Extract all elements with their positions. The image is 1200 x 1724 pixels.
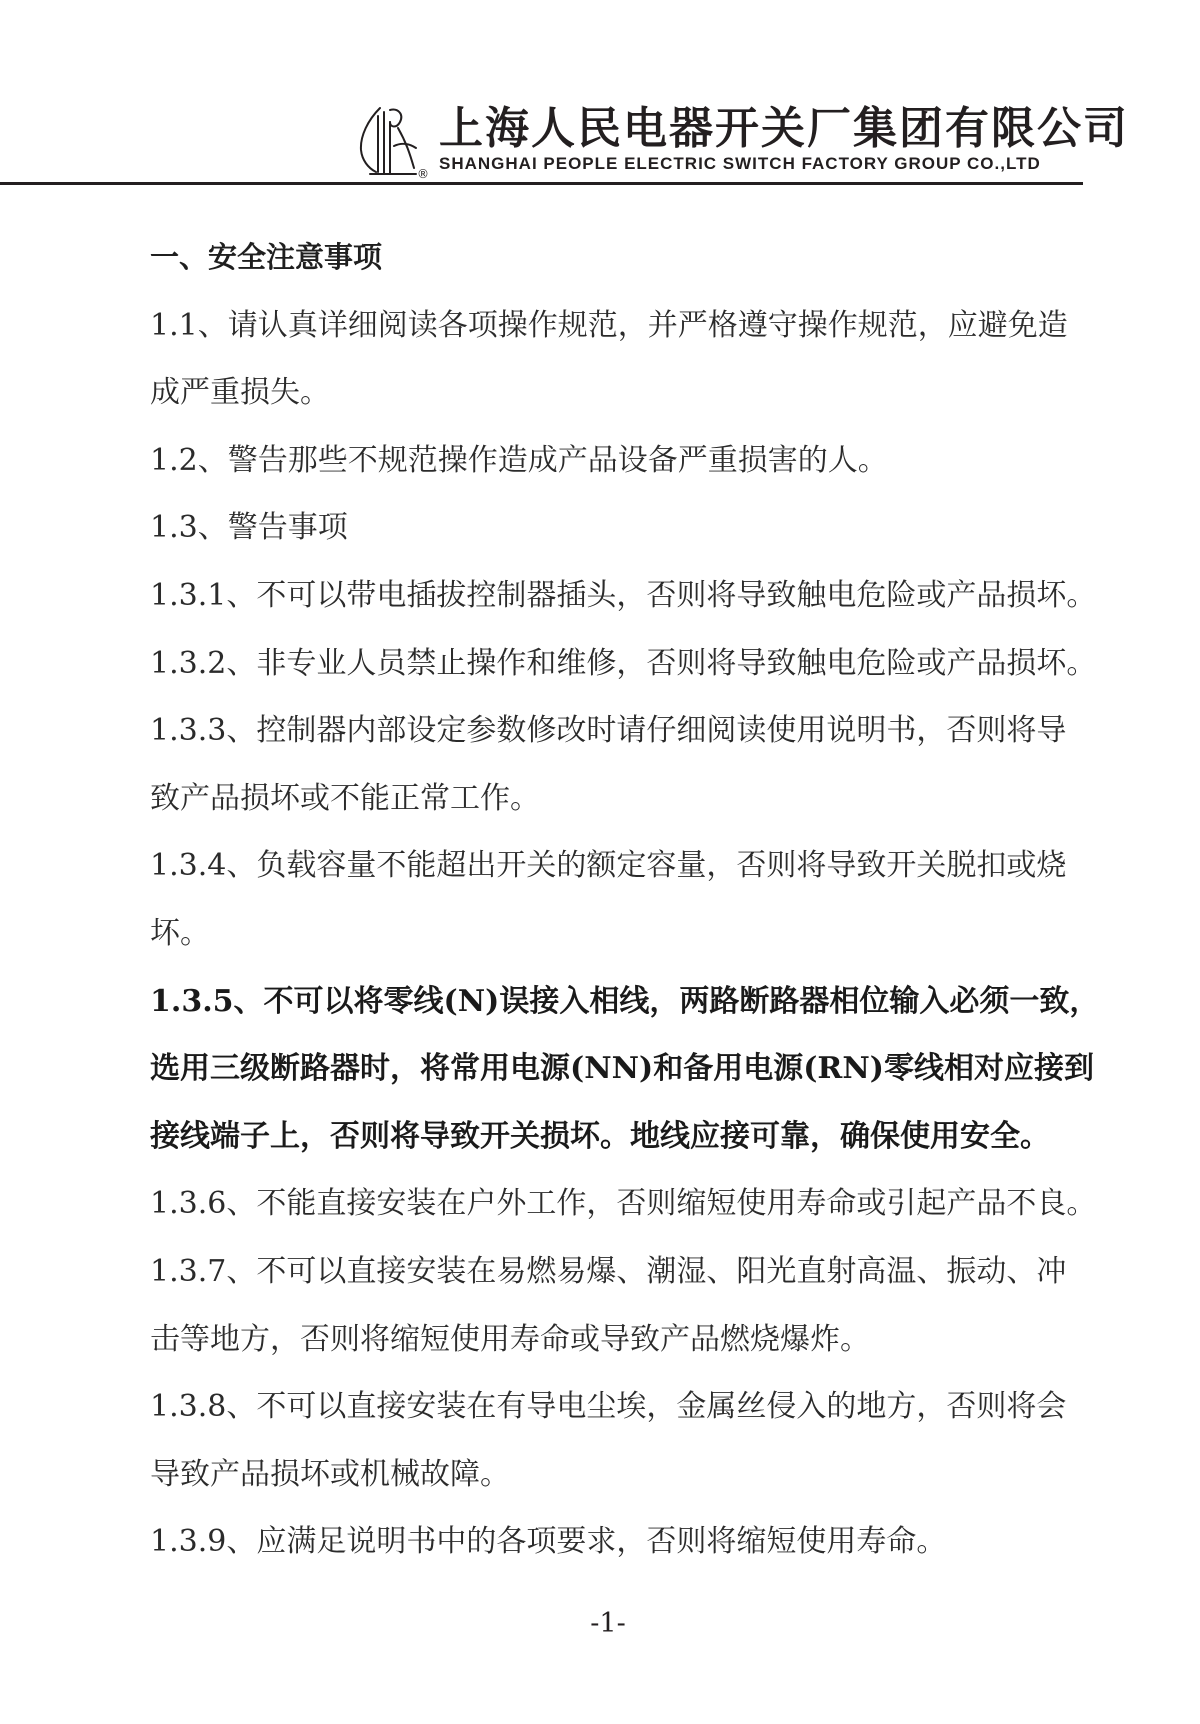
logo-stroke	[390, 110, 401, 127]
paragraph-line: 1.3.3、控制器内部设定参数修改时请仔细阅读使用说明书，否则将导	[150, 713, 1067, 749]
paragraph-line: 1.3.5、不可以将零线(N)误接入相线，两路断路器相位输入必须一致，	[150, 983, 1100, 1019]
paragraph-line: 致产品损坏或不能正常工作。	[150, 780, 540, 816]
paragraph-1-3-1	[150, 562, 1150, 630]
paragraph-line: 接线端子上，否则将导致开关损坏。地线应接可靠，确保使用安全。	[150, 1118, 1050, 1154]
paragraph-line: 1.3.6、不能直接安装在户外工作，否则缩短使用寿命或引起产品不良。	[150, 1186, 1097, 1222]
paragraph-line: 1.3.2、非专业人员禁止操作和维修，否则将导致触电危险或产品损坏。	[150, 645, 1097, 681]
registered-mark: ®	[417, 167, 429, 180]
paragraph-1-1	[150, 292, 1150, 427]
paragraph-line: 1.3、警告事项	[150, 510, 348, 546]
paragraph-1-3-5-emphasized	[150, 968, 1150, 1171]
paragraph-line: 1.3.8、不可以直接安装在有导电尘埃，金属丝侵入的地方，否则将会	[150, 1389, 1067, 1425]
paragraph-line: 坏。	[150, 915, 210, 951]
paragraph-line: 1.2、警告那些不规范操作造成产品设备严重损害的人。	[150, 442, 888, 478]
paragraph-line: 成严重损失。	[150, 375, 330, 411]
paragraph-line: 1.3.7、不可以直接安装在易燃易爆、潮湿、阳光直射高温、振动、冲	[150, 1253, 1067, 1289]
paragraph-1-3-3	[150, 697, 1150, 832]
logo-stroke	[398, 128, 414, 168]
paragraph-1-3-7	[150, 1238, 1150, 1373]
paragraph-1-3-6	[150, 1170, 1150, 1238]
paragraph-line: 1.3.1、不可以带电插拔控制器插头，否则将导致触电危险或产品损坏。	[150, 577, 1097, 613]
company-name-english: SHANGHAI PEOPLE ELECTRIC SWITCH FACTORY GROUP CO.,LTD	[439, 154, 1041, 173]
header-divider	[0, 182, 1083, 185]
paragraph-1-3-4	[150, 832, 1150, 967]
paragraph-1-3	[150, 494, 1150, 562]
section-heading: 一、安全注意事项	[150, 240, 383, 274]
company-name-chinese: 上海人民电器开关厂集团有限公司	[439, 103, 1129, 154]
paragraph-line: 1.3.9、应满足说明书中的各项要求，否则将缩短使用寿命。	[150, 1524, 947, 1560]
paragraph-line: 击等地方，否则将缩短使用寿命或导致产品燃烧爆炸。	[150, 1321, 870, 1357]
paragraph-1-2	[150, 427, 1150, 495]
paragraph-line: 1.3.4、负载容量不能超出开关的额定容量，否则将导致开关脱扣或烧	[150, 848, 1067, 884]
paragraph-line: 导致产品损坏或机械故障。	[150, 1456, 510, 1492]
page-number: -1-	[590, 1608, 626, 1639]
paragraph-line: 选用三级断路器时，将常用电源(NN)和备用电源(RN)零线相对应接到	[150, 1051, 1094, 1087]
logo-stroke	[394, 144, 416, 148]
safety-section	[150, 224, 1150, 1576]
paragraph-1-3-8	[150, 1373, 1150, 1508]
paragraph-1-3-9	[150, 1508, 1150, 1576]
paragraph-1-3-2	[150, 630, 1150, 698]
paragraph-line: 1.1、请认真详细阅读各项操作规范，并严格遵守操作规范，应避免造	[150, 307, 1068, 343]
company-logo	[354, 102, 434, 180]
